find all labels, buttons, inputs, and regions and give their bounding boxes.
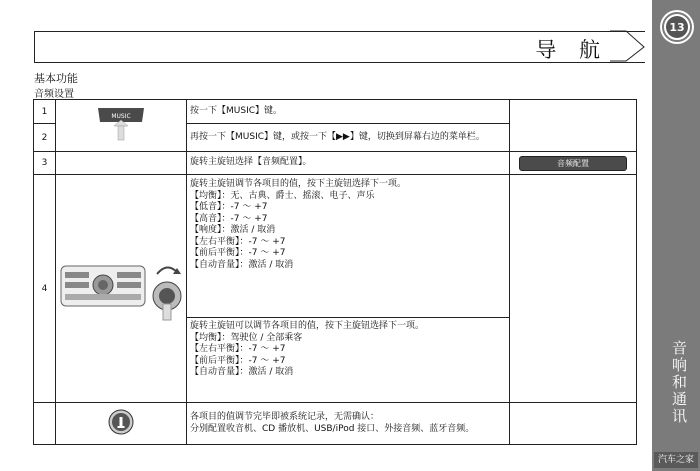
preview-cell xyxy=(510,175,637,403)
setting-line: 【左右平衡】：-7 ～ +7 xyxy=(190,344,286,354)
note-line: 分别配置收音机、CD 播放机、USB/iPod 接口、外接音频、蓝牙音频。 xyxy=(190,423,475,434)
music-key-cell xyxy=(56,100,187,152)
section-title: 基本功能 xyxy=(34,72,78,85)
page-title: 导 航 xyxy=(535,38,608,62)
rotary-knob-icon xyxy=(59,252,187,322)
music-key-icon xyxy=(96,102,146,146)
table-row xyxy=(34,100,637,124)
step-text: 再按一下【MUSIC】键，或按一下【▶▶】键，切换到屏幕右边的菜单栏。 xyxy=(187,124,510,152)
audio-config-button[interactable]: 音频配置 xyxy=(519,156,627,171)
setting-line: 【低音】：-7 ～ +7 xyxy=(190,202,268,212)
section-subtitle: 音频设置 xyxy=(34,89,74,100)
table-row xyxy=(34,175,637,403)
audio-settings-table xyxy=(33,99,637,445)
music-key-label: MUSIC xyxy=(111,113,131,120)
setting-line: 【前后平衡】：-7 ～ +7 xyxy=(190,248,286,258)
instruction-line: 旋转主旋钮可以调节各项目的值，按下主旋钮选择下一项。 xyxy=(190,321,425,331)
setting-line: 【左右平衡】：-7 ～ +7 xyxy=(190,236,286,247)
empty-cell xyxy=(56,152,187,175)
setting-line: 【响度】：激活 / 取消 xyxy=(190,225,276,235)
step-number: 4 xyxy=(34,175,56,403)
chapter-number: 13 xyxy=(666,16,688,38)
table-row xyxy=(34,152,637,175)
equalizer-block xyxy=(190,179,506,317)
setting-line: 【均衡】：驾驶位 / 全部乘客 xyxy=(190,332,303,343)
setting-line: 【高音】：-7 ～ +7 xyxy=(190,213,268,224)
note-line: 各项目的值调节完毕即被系统记录，无需确认： xyxy=(190,412,380,422)
preview-cell xyxy=(510,100,637,152)
setting-line: 【自动音量】：激活 / 取消 xyxy=(190,367,294,377)
info-icon xyxy=(108,409,134,435)
step-number: 2 xyxy=(34,124,56,152)
setting-line: 【前后平衡】：-7 ～ +7 xyxy=(190,355,286,366)
step-text: 按一下【MUSIC】键。 xyxy=(187,100,510,124)
setting-line: 【均衡】：无、古典、爵士、摇滚、电子、声乐 xyxy=(190,190,375,201)
audio-config-button-cell xyxy=(510,152,637,175)
title-arrow-shape xyxy=(610,29,650,63)
step-text: 旋转主旋钮选择【音频配置】。 xyxy=(187,152,510,175)
instruction-line: 旋转主旋钮调节各项目的值，按下主旋钮选择下一项。 xyxy=(190,179,407,189)
note-cell xyxy=(187,403,510,445)
step-number xyxy=(34,403,56,445)
info-cell xyxy=(56,403,187,445)
empty-cell xyxy=(510,403,637,445)
rotary-cell xyxy=(56,175,187,403)
step-number: 3 xyxy=(34,152,56,175)
balance-block xyxy=(190,318,506,379)
watermark: 汽车之家 xyxy=(654,452,698,468)
table-row xyxy=(34,403,637,445)
chapter-badge xyxy=(662,12,692,42)
step-number: 1 xyxy=(34,100,56,124)
step-4-text-cell xyxy=(187,175,510,403)
chapter-title: 音响和通讯 xyxy=(670,340,688,425)
setting-line: 【自动音量】：激活 / 取消 xyxy=(190,259,294,270)
